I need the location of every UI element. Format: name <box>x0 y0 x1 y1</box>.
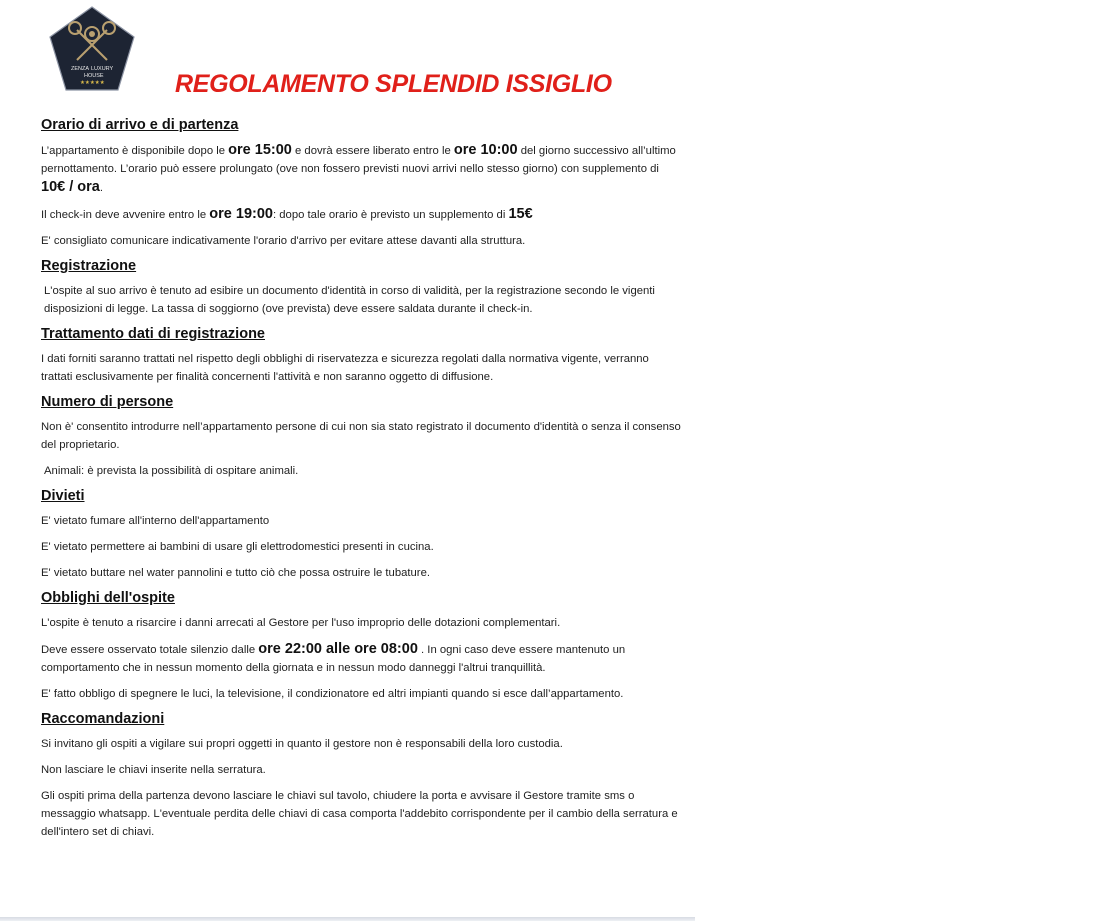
section-heading: Divieti <box>41 488 85 504</box>
paragraph: Animali: è prevista la possibilità di ospitare animali. <box>44 465 299 477</box>
paragraph <box>41 141 681 197</box>
paragraph: I dati forniti saranno trattati nel rispetto degli obblighi di riservatezza e sicurezza regolati dalla normativa vigente, verranno trattati esclusivamente per finalità concernenti l'attività e non saranno oggetto di diffusione. <box>41 353 649 383</box>
late-supplement: 15€ <box>508 206 533 222</box>
section-raccomandazioni <box>41 711 681 841</box>
paragraph: Si invitano gli ospiti a vigilare sui propri oggetti in quanto il gestore non è responsabili della loro custodia. <box>41 738 563 750</box>
time-checkout: ore 10:00 <box>453 142 518 158</box>
section-registrazione <box>41 258 681 318</box>
hourly-supplement: 10€ / ora <box>41 179 100 195</box>
text: : dopo tale orario è previsto un supplemento di <box>272 209 509 221</box>
paragraph: E' consigliato comunicare indicativamente l'orario d'arrivo per evitare attese davanti alla struttura. <box>41 235 526 247</box>
text: L’appartamento è disponibile dopo le <box>41 145 229 157</box>
logo <box>47 4 137 94</box>
paragraph: Gli ospiti prima della partenza devono lasciare le chiavi sul tavolo, chiudere la porta e avvisare il Gestore tramite sms o messaggio whatsapp. L'eventuale perdita delle chiavi di casa comporta l'addebito corrispondente per il cambio della serratura e dell'intero set di chiavi. <box>41 790 678 838</box>
paragraph: E' vietato permettere ai bambini di usare gli elettrodomestici presenti in cucina. <box>41 541 434 553</box>
paragraph: E' vietato buttare nel water pannolini e tutto ciò che possa ostruire le tubature. <box>41 567 430 579</box>
section-heading: Numero di persone <box>41 394 174 410</box>
text: Deve essere osservato totale silenzio dalle <box>41 644 259 656</box>
section-heading: Registrazione <box>41 258 137 274</box>
paragraph: E' vietato fumare all'interno dell'appartamento <box>41 515 270 527</box>
section-divieti <box>41 488 681 582</box>
section-heading: Obblighi dell'ospite <box>41 590 175 606</box>
section-obblighi <box>41 590 681 703</box>
paragraph: Non lasciare le chiavi inserite nella serratura. <box>41 764 266 776</box>
logo-text-zenza: ZENZA <box>71 66 90 72</box>
section-numero-persone <box>41 394 681 480</box>
checkin-deadline: ore 19:00 <box>209 206 273 222</box>
paragraph: L'ospite al suo arrivo è tenuto ad esibire un documento d'identità in corso di validità, per la registrazione secondo le vigenti disposizioni di legge. La tassa di soggiorno (ove prevista) deve essere saldata durante il check-in. <box>44 285 655 315</box>
section-heading: Trattamento dati di registrazione <box>41 326 265 342</box>
section-orario <box>41 117 681 250</box>
quiet-hours: ore 22:00 alle ore 08:00 <box>258 641 418 657</box>
section-heading: Orario di arrivo e di partenza <box>41 117 239 133</box>
document-body <box>41 117 681 849</box>
paragraph: Non è' consentito introdurre nell’appartamento persone di cui non sia stato registrato il documento d'identità o senza il consenso del proprietario. <box>41 421 681 451</box>
logo-text-house: HOUSE <box>84 73 104 79</box>
time-checkin: ore 15:00 <box>228 142 292 158</box>
text: e dovrà essere liberato entro le <box>291 145 454 157</box>
section-trattamento-dati <box>41 326 681 386</box>
section-heading: Raccomandazioni <box>41 711 165 727</box>
text: . <box>99 182 103 194</box>
page-title: REGOLAMENTO SPLENDID ISSIGLIO <box>175 70 612 98</box>
paragraph <box>41 205 681 224</box>
paragraph: E' fatto obbligo di spegnere le luci, la televisione, il condizionatore ed altri impianti quando si esce dall’appartamento. <box>41 688 624 700</box>
paragraph <box>41 640 681 677</box>
paragraph: L'ospite è tenuto a risarcire i danni arrecati al Gestore per l'uso improprio delle dotazioni complementari. <box>41 617 561 629</box>
text: . In ogni caso deve essere mantenuto un comportamento che in nessun momento della giornata e in nessun modo danneggi l'altrui tranquillità. <box>41 644 626 674</box>
text: del giorno successivo all’ultimo pernottamento. L’orario può essere prolungato (ove non fossero previsti nuovi arrivi nello stesso giorno) con supplemento di <box>41 145 676 175</box>
logo-stars: ★★★★★ <box>80 80 105 86</box>
page-bottom-edge <box>0 917 695 921</box>
logo-text-luxury: LUXURY <box>91 66 114 72</box>
text: Il check-in deve avvenire entro le <box>41 209 210 221</box>
